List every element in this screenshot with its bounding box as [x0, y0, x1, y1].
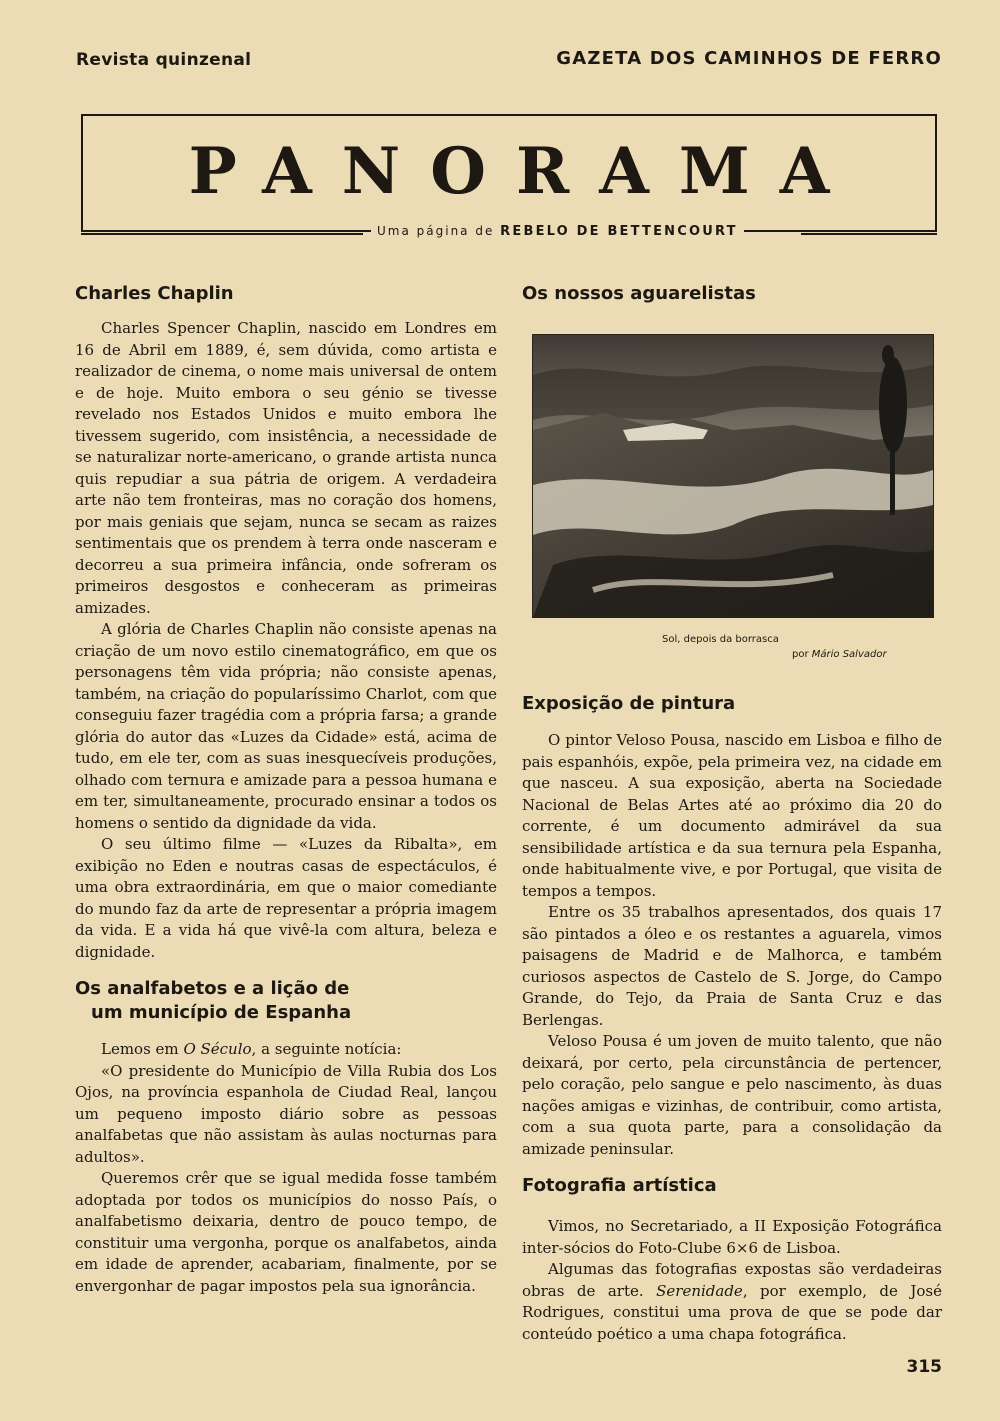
article-exposicao — [522, 692, 942, 1160]
landscape-painting — [533, 335, 933, 617]
article-paragraph — [522, 1259, 942, 1345]
caption-credit — [662, 647, 942, 662]
running-header-right: GAZETA DOS CAMINHOS DE FERRO — [556, 48, 942, 69]
article-analfabetos — [75, 977, 497, 1297]
article-intro — [75, 1039, 497, 1061]
article-heading: Exposição de pintura — [522, 693, 736, 714]
watercolor-illustration — [532, 334, 934, 618]
byline-rule-right — [801, 233, 937, 235]
right-column — [522, 282, 942, 1345]
article-paragraph: Entre os 35 trabalhos apresentados, dos quais 17 são pintados a óleo e os restantes a aguarela, vimos paisagens de Madrid e de Malhorca, e também curiosos aspectos de Castelo de S. Jorge, do Campo Grande, do Tejo, da Praia de Santa Cruz e das Berlengas. — [522, 903, 942, 1029]
article-paragraph: Charles Spencer Chaplin, nascido em Londres em 16 de Abril em 1889, é, sem dúvida, como artista e realizador de cinema, o nome mais universal de ontem e de hoje. Muito embora o seu génio se tivesse revelado nos Estados Unidos e muito embora lhe tivessem sugerido, com insistência, a necessidade de se naturalizar norte-americano, o grande artista nunca quis repudiar a sua pátria de origem. A verdadeira arte não tem fronteiras, mas no coração dos homens, por mais geniais que sejam, nunca se secam as raizes sentimentais que os prendem à terra onde nasceram e decorreu a sua primeira infância, onde sofreram os primeiros desgostos e conheceram as primeiras amizades. — [75, 319, 497, 617]
article-paragraph: Veloso Pousa é um joven de muito talento, que não deixará, por certo, pela circunstância de pertencer, pelo coração, pelo sangue e pelo nascimento, às duas nações amigas e vizinhas, de contribuir, como artista, com a sua quota parte, para a consolidação da amizade peninsular. — [522, 1032, 942, 1158]
page-number: 315 — [906, 1357, 942, 1377]
running-header-left: Revista quinzenal — [76, 50, 252, 70]
masthead-box — [81, 114, 937, 232]
article-chaplin — [75, 282, 497, 963]
byline — [371, 224, 744, 239]
byline-author: REBELO DE BETTENCOURT — [500, 224, 738, 239]
caption-credit-prefix: por — [792, 649, 809, 660]
paragraph-text: Algumas das fotografias expostas são verdadeiras obras de arte. — [522, 1260, 942, 1300]
article-paragraph: «O presidente do Município de Villa Rubia dos Los Ojos, na província espanhola de Ciudad Real, lançou um pequeno imposto diário sobre as pessoas analfabetas que não assistam às aulas nocturnas para adultos». — [75, 1061, 497, 1166]
paragraph-text: , por exemplo, de José Rodrigues, constitui uma prova de que se pode dar conteúdo poético a uma chapa fotográfica. — [522, 1281, 942, 1343]
photo-title: Serenidade — [656, 1281, 743, 1300]
article-paragraph: Vimos, no Secretariado, a II Exposição Fotográfica inter-sócios do Foto-Clube 6×6 de Lisboa. — [522, 1217, 942, 1257]
intro-text: Lemos em — [101, 1040, 184, 1058]
article-heading — [75, 977, 497, 1025]
article-paragraph: O seu último filme — «Luzes da Ribalta», em exibição no Eden e noutras casas de espectáculos, é uma obra extraordinária, em que o maior comediante do mundo faz da arte de representar a própria imagem da vida. E a vida há que vivê-la com altura, beleza e dignidade. — [75, 835, 497, 961]
heading-line-2: um município de Espanha — [91, 1002, 352, 1023]
article-heading: Os nossos aguarelistas — [522, 283, 756, 304]
caption-title: Sol, depois da borrasca — [662, 634, 779, 645]
article-fotografia — [522, 1174, 942, 1345]
article-heading: Fotografia artística — [522, 1175, 717, 1196]
article-aguarelistas — [522, 282, 942, 662]
article-paragraph: Queremos crêr que se igual medida fosse também adoptada por todos os municípios do nosso País, o analfabetismo deixaria, dentro de pouco tempo, de constituir uma vergonha, porque os analfabetos, ainda em idade de aprender, acabariam, finalmente, por se envergonhar de pagar impostos pela sua ignorância. — [75, 1169, 497, 1295]
byline-prefix: Uma página de — [377, 224, 495, 238]
figure-caption — [522, 632, 942, 662]
masthead-title: PANORAMA — [188, 134, 860, 209]
heading-line-1: Os analfabetos e a lição de — [75, 978, 350, 999]
source-title: O Século — [183, 1040, 252, 1058]
article-paragraph: A glória de Charles Chaplin não consiste apenas na criação de um novo estilo cinematográfico, em que os personagens têm vida própria; não consiste apenas, também, na criação do popularíssimo Charlot, com que conseguiu fazer tragédia com a própria farsa; a grande glória do autor das «Luzes da Cidade» está, acima de tudo, em ele ter, com as suas inesquecíveis produções, olhado com ternura e amizade para a pessoa humana e em ter, simultaneamente, procurado ensinar a todos os homens o sentido da dignidade da vida. — [75, 620, 497, 832]
byline-row — [81, 222, 937, 244]
byline-rule-left — [81, 233, 363, 235]
caption-artist: Mário Salvador — [811, 649, 887, 660]
article-paragraph: O pintor Veloso Pousa, nascido em Lisboa e filho de pais espanhóis, expõe, pela primeira vez, na cidade em que nasceu. A sua exposição, aberta na Sociedade Nacional de Belas Artes até ao próximo dia 20 do corrente, é um documento admirável da sua sensibilidade artística e da sua ternura pela Espanha, onde habitualmente vive, e por Portugal, que visita de tempos a tempos. — [522, 731, 942, 900]
article-heading: Charles Chaplin — [75, 283, 234, 304]
intro-rest: , a seguinte notícia: — [251, 1040, 402, 1058]
left-column — [75, 282, 497, 1297]
